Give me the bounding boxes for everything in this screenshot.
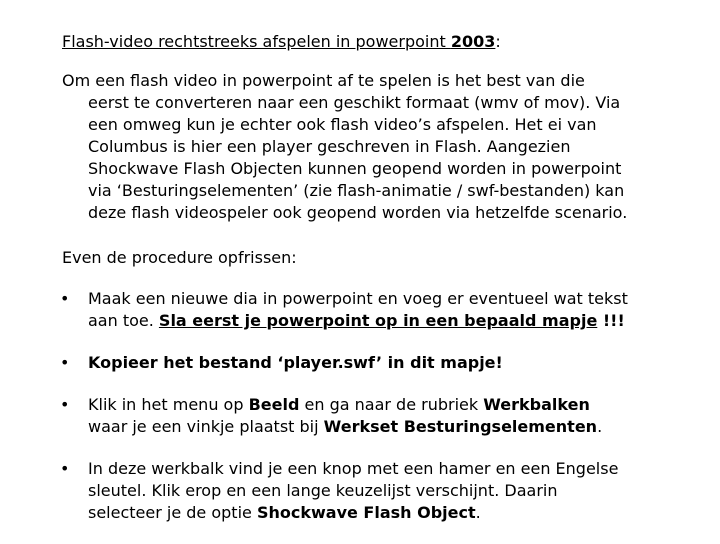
intro-paragraph [62, 70, 702, 224]
bullet-icon: • [60, 395, 70, 414]
step-text: Kopieer het bestand ‘player.swf’ in dit mapje! [88, 353, 503, 372]
steps-list [60, 288, 710, 544]
menu-name: Beeld [248, 395, 300, 414]
intro-line: Om een flash video in powerpoint af te spelen is het best van die [62, 71, 585, 90]
intro-line: Shockwave Flash Objecten kunnen geopend worden in powerpoint [88, 159, 622, 178]
step-emphasis: Sla eerst je powerpoint op in een bepaald mapje [158, 311, 598, 330]
step-text: sleutel. Klik erop en een lange keuzelijst verschijnt. Daarin [88, 481, 558, 500]
bullet-icon: • [60, 353, 70, 372]
bullet-icon: • [60, 459, 70, 478]
intro-line: via ‘Besturingselementen’ (zie flash-animatie / swf-bestanden) kan [88, 181, 625, 200]
menu-name: Werkset Besturingselementen [323, 417, 598, 436]
step-text: In deze werkbalk vind je een knop met een hamer en een Engelse [88, 459, 619, 478]
intro-line: eerst te converteren naar een geschikt formaat (wmv of mov). Via [88, 93, 621, 112]
intro-line: deze flash videospeler ook geopend worden via hetzelfde scenario. [88, 203, 628, 222]
list-item [60, 352, 710, 374]
procedure-heading: Even de procedure opfrissen: [62, 248, 297, 267]
step-text: en ga naar de rubriek [299, 395, 484, 414]
step-text: selecteer je de optie [88, 503, 257, 522]
step-text: . [597, 417, 603, 436]
title-year: 2003 [450, 32, 496, 51]
step-text: Maak een nieuwe dia in powerpoint en voeg er eventueel wat tekst [88, 289, 628, 308]
option-name: Shockwave Flash Object [256, 503, 476, 522]
step-text: Klik in het menu op [88, 395, 249, 414]
intro-line: een omweg kun je echter ook flash video’s afspelen. Het ei van [88, 115, 597, 134]
title-colon: : [495, 32, 501, 51]
step-exclamation: !!! [597, 311, 625, 330]
bullet-icon: • [60, 289, 70, 308]
step-text: . [475, 503, 481, 522]
menu-name: Werkbalken [483, 395, 590, 414]
list-item [60, 288, 710, 332]
list-item [60, 394, 710, 438]
list-item [60, 458, 710, 524]
title-text: Flash-video rechtstreeks afspelen in powerpoint [62, 32, 451, 51]
step-text: waar je een vinkje plaatst bij [88, 417, 324, 436]
page-title [62, 31, 501, 53]
intro-line: Columbus is hier een player geschreven in Flash. Aangezien [88, 137, 571, 156]
step-text: aan toe. [88, 311, 159, 330]
